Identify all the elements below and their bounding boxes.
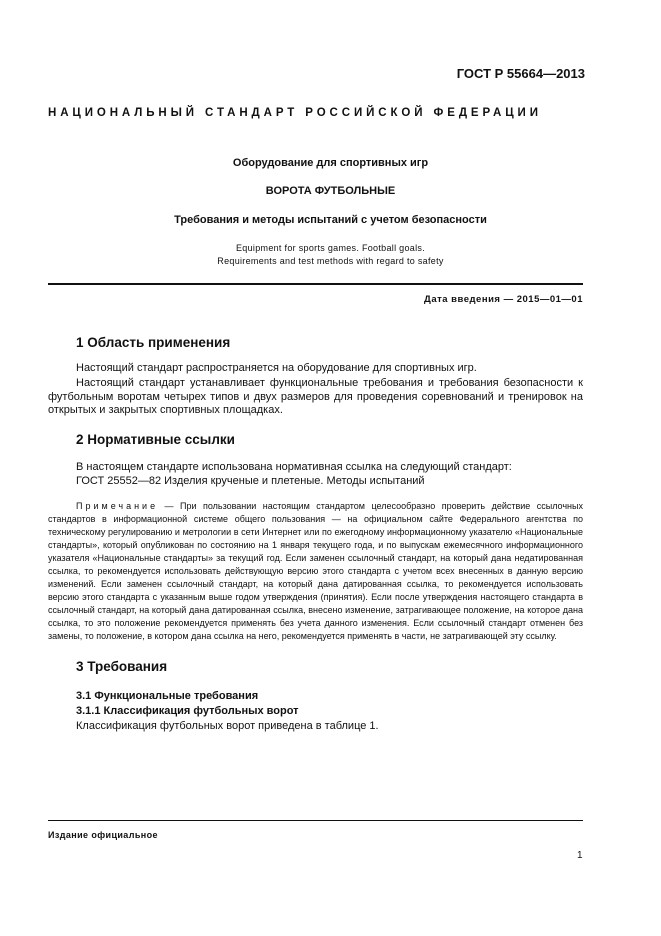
section-1-heading: 1 Область применения	[76, 335, 231, 350]
title-line-1: Оборудование для спортивных игр	[232, 157, 429, 169]
standard-banner: НАЦИОНАЛЬНЫЙ СТАНДАРТ РОССИЙСКОЙ ФЕДЕРАЦИИ	[48, 107, 542, 119]
page-number: 1	[577, 850, 583, 861]
note-text: — При пользовании настоящим стандартом целесообразно проверить действие ссылочных стандартов в информационной системе общего пользования — на официальном сайте Федерального агентства по техническому регулированию и метрологии в сети Интернет или по ежегодному информационному указателю «Национальные стандарты», который опубликован по состоянию на 1 января текущего года, и по выпускам ежемесячного информационного указателя «Национальные стандарты» за текущий год. Если заменен ссылочный стандарт, на который дана недатированная ссылка, то рекомендуется использовать действующую версию этого стандарта с учетом всех внесенных в данную версию изменений. Если заменен ссылочный стандарт, на который дана датированная ссылка, то рекомендуется использовать версию этого стандарта с указанным выше годом утверждения (принятия). Если после утверждения настоящего стандарта в ссылочный стандарт, на который дана датированная ссылка, внесено изменение, затрагивающее положение, на которое дана ссылка, то это положение рекомендуется применять без учета данного изменения. Если ссылочный стандарт отменен без замены, то положение, в котором дана ссылка на него, рекомендуется применять в части, не затрагивающей эту ссылку.	[48, 501, 583, 641]
section-1-paragraph-1: Настоящий стандарт распространяется на оборудование для спортивных игр.	[76, 362, 477, 374]
subsection-3-1-heading: 3.1 Функциональные требования	[76, 690, 259, 702]
note-block	[48, 500, 583, 643]
title-line-3: Требования и методы испытаний с учетом безопасности	[174, 214, 487, 226]
section-3-heading: 3 Требования	[76, 659, 168, 674]
introduction-date: Дата введения — 2015—01—01	[424, 294, 583, 305]
note-label: Примечание	[76, 501, 159, 511]
title-divider	[48, 283, 583, 285]
title-line-2: ВОРОТА ФУТБОЛЬНЫЕ	[265, 185, 396, 197]
english-title-2: Requirements and test methods with regard to safety	[217, 256, 444, 266]
section-1-paragraph-2: Настоящий стандарт устанавливает функциональные требования и требования безопасности к футбольным воротам четырех типов и двух размеров для проведения соревнований и тренировок на открытых и закрытых спортивных площадках.	[48, 377, 583, 416]
section-3-paragraph-1: Классификация футбольных ворот приведена в таблице 1.	[76, 720, 379, 732]
english-title-1: Equipment for sports games. Football goals.	[236, 243, 425, 253]
section-2-heading: 2 Нормативные ссылки	[76, 432, 235, 447]
section-2-paragraph-1: В настоящем стандарте использована нормативная ссылка на следующий стандарт:	[76, 461, 512, 473]
footer-divider	[48, 820, 583, 821]
document-code: ГОСТ Р 55664—2013	[456, 66, 585, 81]
edition-label: Издание официальное	[48, 830, 158, 840]
section-2-reference: ГОСТ 25552—82 Изделия крученые и плетеные. Методы испытаний	[76, 475, 425, 487]
subsection-3-1-1-heading: 3.1.1 Классификация футбольных ворот	[76, 705, 299, 717]
